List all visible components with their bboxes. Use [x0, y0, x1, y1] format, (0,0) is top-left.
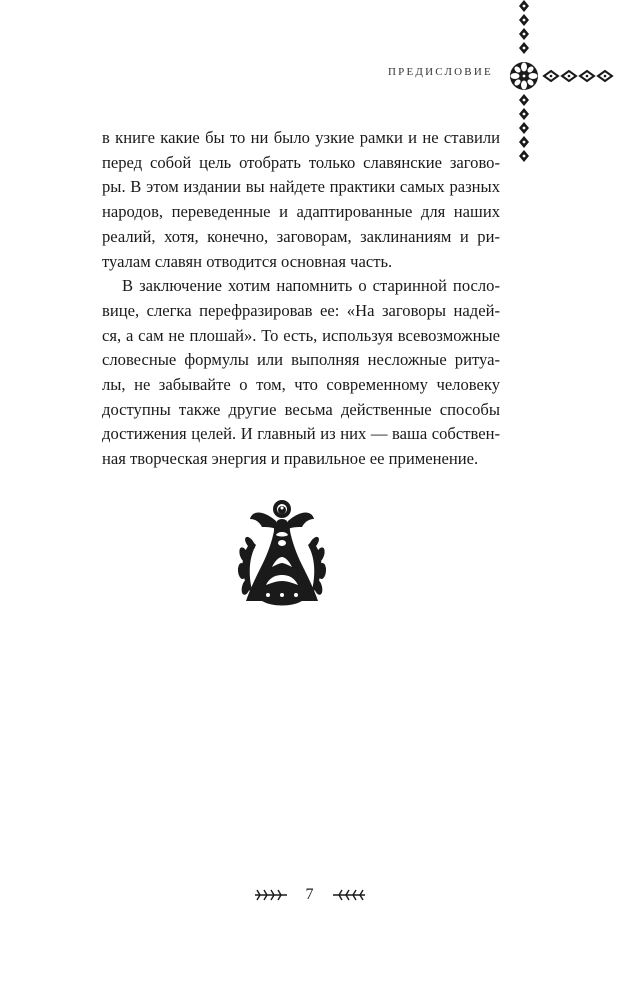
text-line: ся, а сам не плошай». То есть, используя всевозможные: [102, 325, 500, 345]
horizontal-ornament: [542, 68, 619, 84]
paragraph-1: [102, 126, 500, 274]
text-line: словесные формулы или выполняя несложные ритуа-: [102, 350, 500, 370]
text-line: вице, слегка перефразировав ее: «На заговоры надей-: [102, 300, 500, 320]
vertical-ornament-bottom: [514, 94, 534, 164]
body-text: [102, 126, 500, 472]
left-sprig-ornament-icon: [254, 888, 288, 902]
paragraph-2: [102, 274, 500, 472]
text-line: в книге какие бы то ни было узкие рамки и не ставили: [102, 128, 500, 147]
page-number: 7: [305, 886, 314, 904]
running-head: ПРЕДИСЛОВИЕ: [388, 66, 493, 78]
text-line: достижения целей. И главный из них — ваша собствен-: [102, 424, 500, 444]
text-line: реалий, хотя, конечно, заговорам, заклинаниям и ри-: [102, 226, 500, 246]
text-line: В заключение хотим напомнить о старинной посло-: [122, 276, 500, 296]
text-line: доступны также другие весьма действенные способы: [102, 399, 500, 419]
vertical-ornament-top: [514, 0, 534, 60]
text-line: ная творческая энергия и правильное ее применение.: [102, 449, 479, 469]
text-line: народов, переведенные и адаптированные для наших: [102, 202, 500, 222]
text-line: туалам славян отводится основная часть.: [102, 251, 393, 271]
page-footer: [0, 886, 619, 904]
right-sprig-ornament-icon: [332, 888, 366, 902]
text-line: перед собой цель отобрать только славянские загово-: [102, 152, 500, 172]
angel-vignette-icon: [232, 497, 332, 609]
text-line: лы, не забывайте о том, что современному человеку: [102, 375, 500, 395]
flower-ornament-icon: [508, 60, 540, 92]
text-line: ры. В этом издании вы найдете практики самых разных: [102, 177, 500, 197]
